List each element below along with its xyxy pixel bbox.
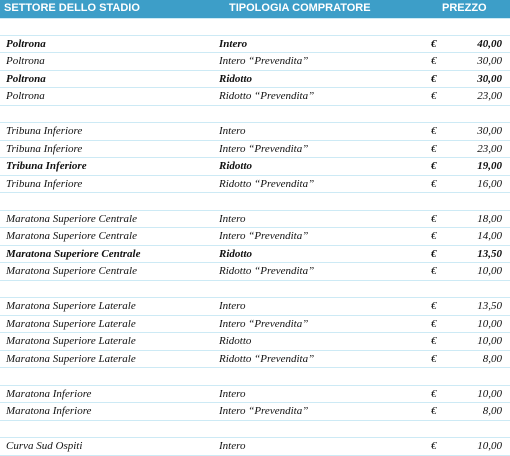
currency-cell: € (431, 72, 437, 85)
buyer-type-cell: Intero (219, 37, 248, 50)
sector-cell: Maratona Superiore Laterale (6, 335, 136, 347)
price-cell: 13,50 (477, 300, 502, 312)
price-cell: 19,00 (477, 160, 502, 172)
buyer-type-cell: Ridotto “Prevendita” (219, 265, 315, 277)
table-row (0, 176, 510, 194)
table-row (0, 351, 510, 369)
price-cell: 10,00 (477, 317, 502, 330)
buyer-type-cell: Intero (219, 300, 246, 312)
spacer-row (0, 193, 510, 211)
table-row (0, 211, 510, 229)
price-cell: 10,00 (477, 440, 502, 452)
buyer-type-cell: Intero “Prevendita” (219, 55, 309, 67)
buyer-type-cell: Intero “Prevendita” (219, 142, 309, 155)
sector-cell: Poltrona (6, 55, 45, 67)
header-buyer-type: TIPOLOGIA COMPRATORE (229, 2, 371, 14)
spacer-row (0, 281, 510, 299)
sector-cell: Maratona Superiore Centrale (6, 265, 137, 277)
table-body (0, 18, 510, 456)
table-row (0, 141, 510, 159)
currency-cell: € (431, 160, 437, 172)
table-row (0, 246, 510, 264)
price-cell: 16,00 (477, 177, 502, 190)
table-row (0, 123, 510, 141)
table-row (0, 438, 510, 456)
buyer-type-cell: Intero (219, 440, 246, 452)
currency-cell: € (431, 37, 437, 50)
price-cell: 10,00 (477, 335, 502, 347)
buyer-type-cell: Intero (219, 212, 246, 225)
currency-cell: € (431, 247, 437, 260)
sector-cell: Maratona Superiore Centrale (6, 230, 137, 242)
sector-cell: Tribuna Inferiore (6, 177, 83, 190)
sector-cell: Tribuna Inferiore (6, 125, 83, 137)
sector-cell: Tribuna Inferiore (6, 160, 87, 172)
sector-cell: Maratona Superiore Laterale (6, 300, 136, 312)
currency-cell: € (431, 440, 437, 452)
currency-cell: € (431, 317, 437, 330)
price-cell: 8,00 (482, 352, 502, 365)
buyer-type-cell: Ridotto (219, 335, 252, 347)
sector-cell: Curva Sud Ospiti (6, 440, 83, 452)
spacer-row (0, 18, 510, 36)
buyer-type-cell: Ridotto “Prevendita” (219, 177, 315, 190)
table-row (0, 333, 510, 351)
price-cell: 30,00 (477, 125, 502, 137)
currency-cell: € (431, 125, 437, 137)
table-row (0, 36, 510, 54)
sector-cell: Poltrona (6, 90, 45, 102)
table-header (0, 0, 510, 18)
price-cell: 8,00 (482, 405, 502, 417)
buyer-type-cell: Intero (219, 125, 246, 137)
buyer-type-cell: Ridotto “Prevendita” (219, 90, 315, 102)
table-row (0, 228, 510, 246)
currency-cell: € (431, 387, 437, 400)
header-sector: SETTORE DELLO STADIO (4, 2, 140, 14)
price-cell: 30,00 (477, 55, 502, 67)
price-cell: 13,50 (477, 247, 502, 260)
price-cell: 18,00 (477, 212, 502, 225)
sector-cell: Maratona Superiore Centrale (6, 212, 137, 225)
table-row (0, 158, 510, 176)
table-row (0, 403, 510, 421)
currency-cell: € (431, 55, 437, 67)
table-row (0, 88, 510, 106)
currency-cell: € (431, 230, 437, 242)
buyer-type-cell: Intero “Prevendita” (219, 317, 309, 330)
spacer-row (0, 421, 510, 439)
sector-cell: Poltrona (6, 72, 46, 85)
price-cell: 14,00 (477, 230, 502, 242)
sector-cell: Maratona Inferiore (6, 405, 92, 417)
currency-cell: € (431, 90, 437, 102)
currency-cell: € (431, 177, 437, 190)
buyer-type-cell: Intero (219, 387, 246, 400)
currency-cell: € (431, 352, 437, 365)
table-row (0, 263, 510, 281)
sector-cell: Maratona Superiore Laterale (6, 352, 136, 365)
currency-cell: € (431, 212, 437, 225)
currency-cell: € (431, 335, 437, 347)
currency-cell: € (431, 265, 437, 277)
buyer-type-cell: Intero “Prevendita” (219, 405, 309, 417)
buyer-type-cell: Ridotto (219, 72, 253, 85)
price-cell: 10,00 (477, 265, 502, 277)
buyer-type-cell: Ridotto “Prevendita” (219, 352, 315, 365)
sector-cell: Poltrona (6, 37, 46, 50)
spacer-row (0, 106, 510, 124)
buyer-type-cell: Ridotto (219, 160, 253, 172)
buyer-type-cell: Ridotto (219, 247, 253, 260)
price-cell: 23,00 (477, 142, 502, 155)
price-cell: 30,00 (477, 72, 502, 85)
sector-cell: Maratona Superiore Centrale (6, 247, 141, 260)
currency-cell: € (431, 300, 437, 312)
table-row (0, 298, 510, 316)
price-cell: 10,00 (477, 387, 502, 400)
header-price: PREZZO (442, 2, 487, 14)
table-row (0, 316, 510, 334)
table-row (0, 53, 510, 71)
table-row (0, 71, 510, 89)
sector-cell: Maratona Superiore Laterale (6, 317, 136, 330)
currency-cell: € (431, 405, 437, 417)
sector-cell: Maratona Inferiore (6, 387, 92, 400)
price-cell: 23,00 (477, 90, 502, 102)
spacer-row (0, 368, 510, 386)
table-row (0, 386, 510, 404)
sector-cell: Tribuna Inferiore (6, 142, 83, 155)
price-cell: 40,00 (477, 37, 502, 50)
currency-cell: € (431, 142, 437, 155)
buyer-type-cell: Intero “Prevendita” (219, 230, 309, 242)
